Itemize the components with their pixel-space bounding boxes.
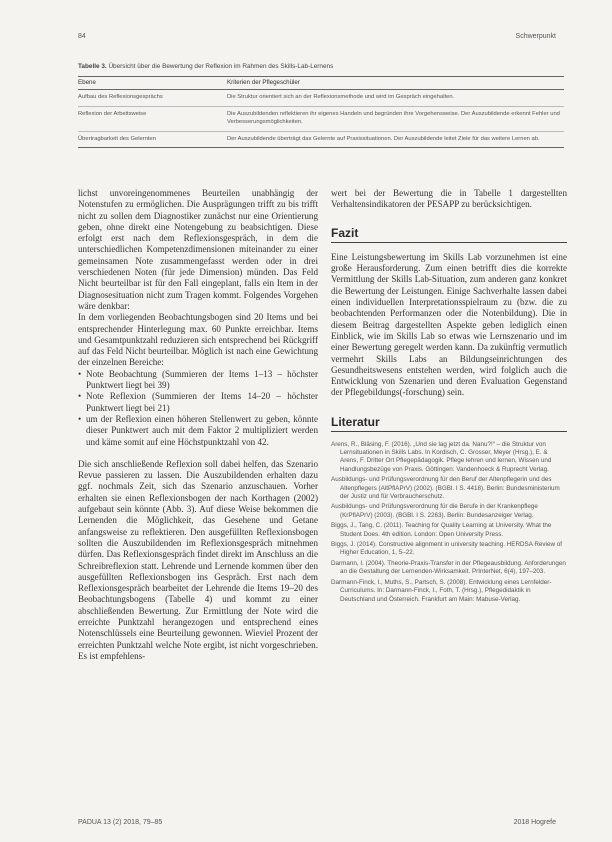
- section-heading-fazit: Fazit: [331, 228, 567, 243]
- table-col-header: Ebene: [78, 77, 227, 90]
- body-paragraph: Die sich anschließende Reflexion soll dabei helfen, das Szenario Revue passieren zu lassen. Die Auszubildenden erhalten dazu ggf. nochmals Zeit, sich das Szenario anzuschauen. Vorher erhalten sie einen Reflexionsbogen der nach Korthagen (2002) aufgebaut sein könnte (Abb. 3). Auf diese Weise bekommen die Lernenden die Möglichkeit, das Gesehene und Getane anfangsweise zu reflektieren. Den ausgefüllten Reflexionsbogen sollten die Auszubildenden im Reflexionsgespräch mitnehmen dürfen. Das Reflexionsgespräch findet direkt im Anschluss an die Schreibreflexion statt. Lehrende und Lernende kommen über den ausgefüllten Reflexionsbogen ins Gespräch. Erst nach dem Reflexionsgespräch bearbeitet der Lehrende die Items 19–20 des Beobachtungsbogens (Tabelle 4) und kommt zu einer abschließenden Bewertung. Zur Ermittlung der Note wird die erreichte Punktzahl herangezogen und entsprechend eines Notenschlüssels eine Beurteilung gewonnen. Wieviel Prozent der erreichten Punktzahl welche Note ergibt, ist nicht vorgeschrieben. Es ist empfehlens-: [78, 458, 318, 661]
- reference-item: Ausbildungs- und Prüfungsverordnung für den Beruf der Altenpflegerin und des Altenpflegers (AltPflAPrV) (2002). (BGBl. I S. 4418). Berlin: Bundesministerium der Justiz und für Verbraucherschutz.: [331, 476, 560, 500]
- table-row: [78, 90, 564, 107]
- running-header: Schwerpunkt: [515, 33, 556, 40]
- section-heading-literatur: Literatur: [331, 417, 567, 432]
- table-3: [78, 63, 564, 148]
- reflection-table: [78, 76, 564, 148]
- table-caption: [78, 63, 564, 70]
- body-paragraph: lichst unvoreingenommenes Beurteilen unabhängig der Notenstufen zu ermöglichen. Die Ausprägungen trifft zu bis trifft nicht zu sollen dem Diagnostiker zunächst nur eine Orientierung geben, ohne direkt eine Notengebung zu beabsichtigen. Diese erfolgt erst nach dem Reflexionsgespräch, in dem die unterschiedlichen Kompetenzdimensionen miteinander zu einer gemeinsamen Note zusammengefasst werden oder in drei verschiedenen Noten (für jede Dimension) münden. Das Feld Nicht beurteilbar ist für den Fall eingeplant, falls ein Item in der Diagnosesituation nicht zum Tragen kommt. Folgendes Vorgehen wäre denkbar:: [78, 188, 318, 311]
- table-row: [78, 106, 564, 131]
- bullet-item: • Note Reflexion (Summieren der Items 14–20 – höchster Punktwert liegt bei 21): [78, 391, 318, 414]
- bullet-item: • Note Beobachtung (Summieren der Items 1–13 – höchster Punktwert liegt bei 39): [78, 369, 318, 392]
- table-cell: Der Auszubildende überträgt das Gelernte auf Praxissituationen. Der Auszubildende leitet Ziele für das weitere Lernen ab.: [227, 131, 564, 148]
- table-col-header: Kriterien der Pflegeschüler: [227, 77, 564, 90]
- reference-item: Biggs, J. (2014). Constructive alignment in university teaching. HERDSA Review of Higher Education, 1, 5–22.: [331, 541, 562, 557]
- reference-item: Ausbildungs- und Prüfungsverordnung für die Berufe in der Krankenpflege (KrPflAPrV) (2003). (BGBl. I S. 2263). Berlin: Bundesanzeiger Verlag.: [331, 503, 538, 519]
- body-paragraph: In dem vorliegenden Beobachtungsbogen sind 20 Items und bei entsprechender Hinterlegung max. 60 Punkte erreichbar. Items und Gesamtpunktzahl reduzieren sich entsprechend bei Rückgriff auf das Feld Nicht beurteilbar. Möglich ist nach eine Gewichtung der einzelnen Bereiche:: [78, 312, 318, 368]
- table-header-row: [78, 77, 564, 90]
- page-number: 84: [78, 33, 86, 40]
- table-cell: Die Auszubildenden reflektieren ihr eigenes Handeln und begründen ihre Vorgehensweise. Der Auszubildende erkennt Fehler und Verbesserungsmöglichkeiten.: [227, 106, 564, 131]
- bullet-item: • um der Reflexion einen höheren Stellenwert zu geben, könnte dieser Punktwert auch mit dem Faktor 2 multipliziert werden und käme somit auf eine Höchstpunktzahl von 42.: [78, 414, 318, 448]
- reference-item: Darmann, I. (2004). Theorie-Praxis-Transfer in der Pflegeausbildung. Anforderungen an die Gestaltung der Lernenden-Wirksamkeit. PrInterNet, 6(4), 197–203.: [331, 560, 566, 576]
- table-row: [78, 131, 564, 148]
- table-cell: Übertragbarkeit des Gelernten: [78, 131, 227, 148]
- body-paragraph: Eine Leistungsbewertung im Skills Lab vorzunehmen ist eine große Herausforderung. Zum einen betrifft dies die korrekte Vermittlung der Skills Lab-Situation, zum anderen ganz konkret die Bewertung der Leistungen. Einige Sachverhalte lassen dabei einen individuellen Interpretationsspielraum zu (bzw. die zu beobachtenden Performanzen oder die Notenbildung). Die in diesem Beitrag dargestellten Aspekte geben lediglich einen Einblick, wie im Skills Lab so etwas wie Lernszenario und im einer Bewertung geregelt werden kann. Da zukünftig vermutlich vermehrt Skills Labs an Bildungseinrichtungen des Gesundheitswesens entstehen werden, wird folglich auch die Entwicklung von Szenarien und deren Evaluation Gegenstand der Pflegebildungs(-forschung) sein.: [331, 251, 567, 398]
- table-caption-label: Tabelle 3.: [78, 63, 107, 70]
- reference-item: Darmann-Finck, I., Muths, S., Partsch, S. (2008). Entwicklung eines Lernfelder- Curriculums. In: Darmann-Finck, I., Foth, T. (Hrsg.), Pflegedidaktik in Deutschland und Österreich. Frankfurt am Main: Mabuse-Verlag.: [331, 579, 552, 603]
- table-cell: Reflexion der Arbeitsweise: [78, 106, 227, 131]
- table-cell: Aufbau des Reflexionsgesprächs: [78, 90, 227, 107]
- reference-item: Arens, R., Bläsing, F. (2016). „Und sie lag jetzt da. Nanu?!“ – die Struktur von Lernsituationen in Skills Labs. In Kordisch, C. Grosser, Meyer (Hrsg.), E. & Arens, F. Dritter Ort Pflegepädagogik. Pflege lehren und lernen, Wissen und Handlungsbezüge von Praxis. Göttingen: Vandenhoeck & Ruprecht Verlag.: [331, 441, 552, 473]
- right-column: [331, 188, 567, 606]
- bullet-list: [78, 369, 318, 448]
- footer-journal: PADUA 13 (2) 2018, 79–85: [78, 819, 163, 826]
- table-caption-text: Übersicht über die Bewertung der Reflexion im Rahmen des Skills-Lab-Lernens: [108, 63, 334, 70]
- footer-publisher: 2018 Hogrefe: [513, 819, 556, 826]
- reference-list: [331, 441, 567, 604]
- reference-item: Biggs, J., Tang, C. (2011). Teaching for Quality Learning at University. What the Student Does. 4th edition. London: Open University Press.: [331, 522, 552, 538]
- left-column: [78, 188, 318, 662]
- table-cell: Die Struktur orientiert sich an der Reflexionsmethode und wird im Gespräch eingehalten.: [227, 90, 564, 107]
- body-paragraph: wert bei der Bewertung die in Tabelle 1 dargestellten Verhaltensindikatoren der PESAPP zu berücksichtigen.: [331, 188, 567, 210]
